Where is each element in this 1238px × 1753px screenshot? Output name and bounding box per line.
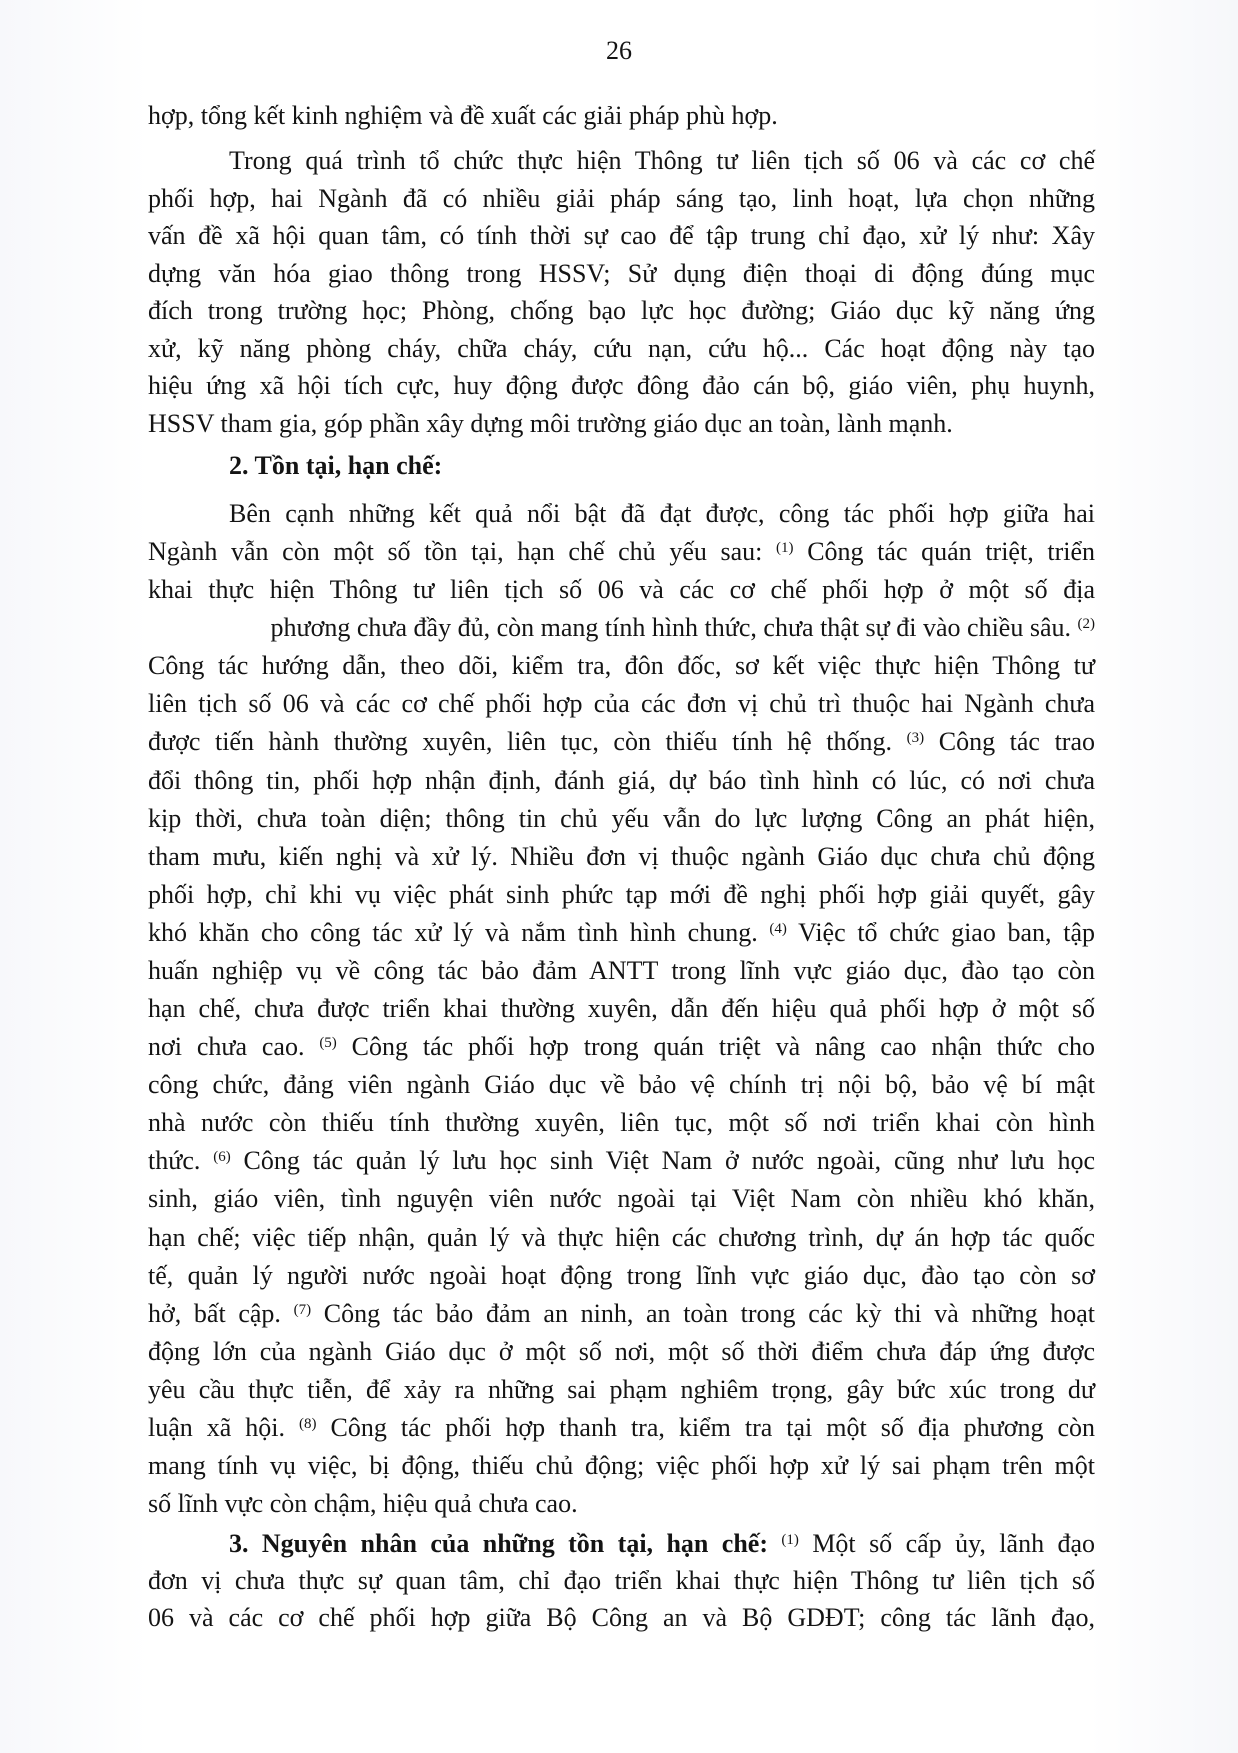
- text-span: Công tác phối hợp trong quán triệt và nâng cao nhận thức cho: [336, 1032, 1095, 1062]
- text-line: huấn nghiệp vụ về công tác bảo đảm ANTT trong lĩnh vực giáo dục, đào tạo còn: [148, 955, 1095, 985]
- footnote-marker: (4): [769, 920, 787, 937]
- text-line: Trong quá trình tổ chức thực hiện Thông tư liên tịch số 06 và các cơ chế: [229, 146, 1095, 175]
- section-heading: 2. Tồn tại, hạn chế:: [229, 451, 443, 480]
- text-span: thức.: [148, 1146, 214, 1176]
- text-line: số lĩnh vực còn chậm, hiệu quả chưa cao.: [148, 1489, 578, 1519]
- text-line: [148, 1299, 1095, 1329]
- footnote-marker: (1): [776, 540, 794, 557]
- text-span: Công tác trao: [924, 727, 1095, 757]
- text-line: phối hợp, hai Ngành đã có nhiều giải pháp sáng tạo, linh hoạt, lựa chọn những: [148, 183, 1095, 213]
- text-line: [148, 537, 1095, 567]
- text-line: [148, 1032, 1095, 1062]
- text-line: hiệu ứng xã hội tích cực, huy động được đông đảo cán bộ, giáo viên, phụ huynh,: [148, 371, 1095, 400]
- footnote-marker: (8): [299, 1415, 317, 1432]
- text-line: [229, 1529, 1095, 1559]
- text-span: [768, 1529, 781, 1558]
- text-span: Công tác quán triệt, triển: [793, 537, 1095, 567]
- footnote-marker: (2): [1077, 616, 1095, 633]
- text-line: [148, 613, 1095, 643]
- text-span: khó khăn cho công tác xử lý và nắm tình hình chung.: [148, 917, 770, 947]
- text-line: đổi thông tin, phối hợp nhận định, đánh giá, dự báo tình hình có lúc, có nơi chưa: [148, 765, 1095, 795]
- text-line: yêu cầu thực tiễn, để xảy ra những sai phạm nghiêm trọng, gây bức xúc trong dư: [148, 1374, 1095, 1404]
- text-span: nơi chưa cao.: [148, 1032, 320, 1062]
- text-span: được tiến hành thường xuyên, liên tục, còn thiếu tính hệ thống.: [148, 727, 907, 757]
- text-line: phối hợp, chỉ khi vụ việc phát sinh phức tạp mới đề nghị phối hợp giải quyết, gây: [148, 879, 1095, 909]
- text-line: [148, 1146, 1095, 1176]
- text-line: 06 và các cơ chế phối hợp giữa Bộ Công an và Bộ GDĐT; công tác lãnh đạo,: [148, 1603, 1095, 1632]
- text-span: Một số cấp ủy, lãnh đạo: [798, 1529, 1096, 1558]
- text-line: tham mưu, kiến nghị và xử lý. Nhiều đơn vị thuộc ngành Giáo dục chưa chủ động: [148, 841, 1095, 871]
- text-line: HSSV tham gia, góp phần xây dựng môi trường giáo dục an toàn, lành mạnh.: [148, 408, 953, 438]
- text-span: Công tác bảo đảm an ninh, an toàn trong các kỳ thi và những hoạt: [311, 1298, 1095, 1328]
- text-line: hợp, tổng kết kinh nghiệm và đề xuất các giải pháp phù hợp.: [148, 101, 778, 130]
- text-line: [148, 1413, 1095, 1443]
- text-line: đích trong trường học; Phòng, chống bạo lực học đường; Giáo dục kỹ năng ứng: [148, 296, 1095, 325]
- footnote-marker: (6): [213, 1149, 231, 1166]
- text-span: luận xã hội.: [148, 1412, 300, 1442]
- text-line: hạn chế, chưa được triển khai thường xuyên, dẫn đến hiệu quả phối hợp ở một số: [148, 994, 1095, 1024]
- section-heading: 3. Nguyên nhân của những tồn tại, hạn chế:: [229, 1529, 768, 1558]
- text-span: Việc tổ chức giao ban, tập: [786, 917, 1095, 947]
- page-number: 26: [606, 36, 632, 65]
- text-span: hở, bất cập.: [148, 1298, 294, 1328]
- footnote-marker: (3): [906, 730, 925, 747]
- text-line: Công tác hướng dẫn, theo dõi, kiểm tra, đôn đốc, sơ kết việc thực hiện Thông tư: [148, 651, 1095, 681]
- text-line: đơn vị chưa thực sự quan tâm, chỉ đạo triển khai thực hiện Thông tư liên tịch số: [148, 1566, 1095, 1595]
- footnote-marker: (7): [293, 1301, 312, 1318]
- text-line: [148, 918, 1095, 948]
- text-line: công chức, đảng viên ngành Giáo dục về bảo vệ chính trị nội bộ, bảo vệ bí mật: [148, 1070, 1095, 1100]
- text-span: Ngành vẫn còn một số tồn tại, hạn chế chủ yếu sau:: [148, 537, 777, 567]
- text-line: liên tịch số 06 và các cơ chế phối hợp của các đơn vị chủ trì thuộc hai Ngành chưa: [148, 689, 1095, 719]
- text-line: tế, quản lý người nước ngoài hoạt động trong lĩnh vực giáo dục, đào tạo còn sơ: [148, 1260, 1095, 1290]
- text-span: Công tác phối hợp thanh tra, kiểm tra tại một số địa phương còn: [316, 1412, 1095, 1442]
- text-line: nhà nước còn thiếu tính thường xuyên, liên tục, một số nơi triển khai còn hình: [148, 1108, 1095, 1138]
- text-line: mang tính vụ việc, bị động, thiếu chủ động; việc phối hợp xử lý sai phạm trên một: [148, 1451, 1095, 1480]
- text-line: sinh, giáo viên, tình nguyện viên nước ngoài tại Việt Nam còn nhiều khó khăn,: [148, 1184, 1095, 1214]
- text-line: dựng văn hóa giao thông trong HSSV; Sử dụng điện thoại di động đúng mục: [148, 258, 1095, 288]
- text-line: Bên cạnh những kết quả nổi bật đã đạt được, công tác phối hợp giữa hai: [229, 499, 1095, 528]
- text-line: động lớn của ngành Giáo dục ở một số nơi, một số thời điểm chưa đáp ứng được: [148, 1336, 1095, 1366]
- text-span: Công tác quản lý lưu học sinh Việt Nam ở nước ngoài, cũng như lưu học: [230, 1146, 1095, 1176]
- footnote-marker: (5): [319, 1035, 337, 1052]
- text-line: kịp thời, chưa toàn diện; thông tin chủ yếu vẫn do lực lượng Công an phát hiện,: [148, 803, 1095, 833]
- text-line: vấn đề xã hội quan tâm, có tính thời sự cao để tập trung chỉ đạo, xử lý như: Xây: [148, 221, 1095, 250]
- text-line: hạn chế; việc tiếp nhận, quản lý và thực hiện các chương trình, dự án hợp tác quốc: [148, 1222, 1095, 1252]
- text-line: xử, kỹ năng phòng cháy, chữa cháy, cứu nạn, cứu hộ... Các hoạt động này tạo: [148, 333, 1095, 363]
- footnote-marker: (1): [781, 1532, 799, 1548]
- text-span: phương chưa đầy đủ, còn mang tính hình thức, chưa thật sự đi vào chiều sâu.: [270, 613, 1078, 643]
- text-line: khai thực hiện Thông tư liên tịch số 06 và các cơ chế phối hợp ở một số địa: [148, 575, 1095, 605]
- text-line: [148, 727, 1095, 757]
